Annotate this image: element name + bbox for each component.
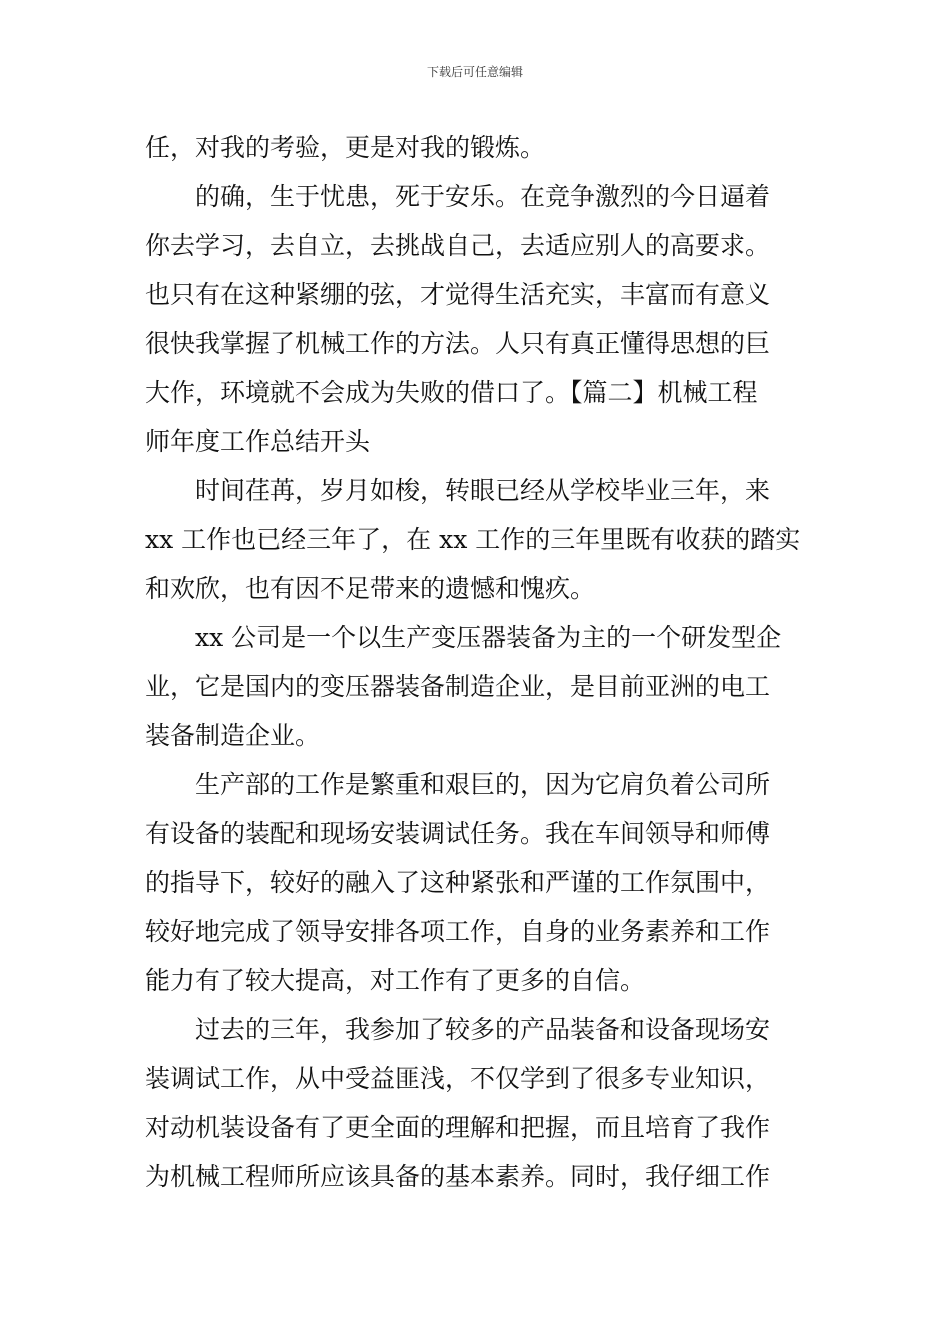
text-line: 任，对我的考验，更是对我的锻炼。 bbox=[145, 133, 546, 162]
document-body bbox=[145, 123, 807, 1201]
text-line: 很快我掌握了机械工作的方法。人只有真正懂得思想的巨 bbox=[145, 329, 771, 358]
text-line: 有设备的装配和现场安装调试任务。我在车间领导和师傅 bbox=[145, 819, 771, 848]
paragraph-start-line: 过去的三年，我参加了较多的产品装备和设备现场安 bbox=[195, 1015, 771, 1044]
text-line: 业，它是国内的变压器装备制造企业，是目前亚洲的电工 bbox=[145, 672, 771, 701]
page-header: 下载后可任意编辑 bbox=[426, 65, 523, 79]
text-line: 大作，环境就不会成为失败的借口了。【篇二】机械工程 bbox=[145, 378, 758, 407]
text-line: 较好地完成了领导安排各项工作，自身的业务素养和工作 bbox=[145, 917, 771, 946]
paragraph-start-line: 生产部的工作是繁重和艰巨的，因为它肩负着公司所 bbox=[195, 770, 771, 799]
paragraph-start-line: 的确，生于忧患，死于安乐。在竞争激烈的今日逼着 bbox=[195, 182, 771, 211]
text-line: 能力有了较大提高，对工作有了更多的自信。 bbox=[145, 966, 646, 995]
text-line: 的指导下，较好的融入了这种紧张和严谨的工作氛围中， bbox=[145, 868, 771, 897]
text-line: 为机械工程师所应该具备的基本素养。同时，我仔细工作 bbox=[145, 1162, 771, 1191]
paragraph-start-line: xx 公司是一个以生产变压器装备为主的一个研发型企 bbox=[195, 623, 782, 652]
text-line: 装备制造企业。 bbox=[145, 721, 321, 750]
paragraph-start-line: 时间荏苒，岁月如梭，转眼已经从学校毕业三年，来 bbox=[195, 476, 771, 505]
text-line: 也只有在这种紧绷的弦，才觉得生活充实，丰富而有意义 bbox=[145, 280, 771, 309]
text-line: xx 工作也已经三年了，在 xx 工作的三年里既有收获的踏实 bbox=[145, 525, 801, 554]
text-line: 装调试工作，从中受益匪浅，不仅学到了很多专业知识， bbox=[145, 1064, 771, 1093]
text-line: 你去学习，去自立，去挑战自己，去适应别人的高要求。 bbox=[145, 231, 771, 260]
text-line: 对动机装设备有了更全面的理解和把握，而且培育了我作 bbox=[145, 1113, 771, 1142]
text-line: 和欢欣，也有因不足带来的遗憾和愧疚。 bbox=[145, 574, 596, 603]
text-line: 师年度工作总结开头 bbox=[145, 427, 371, 456]
